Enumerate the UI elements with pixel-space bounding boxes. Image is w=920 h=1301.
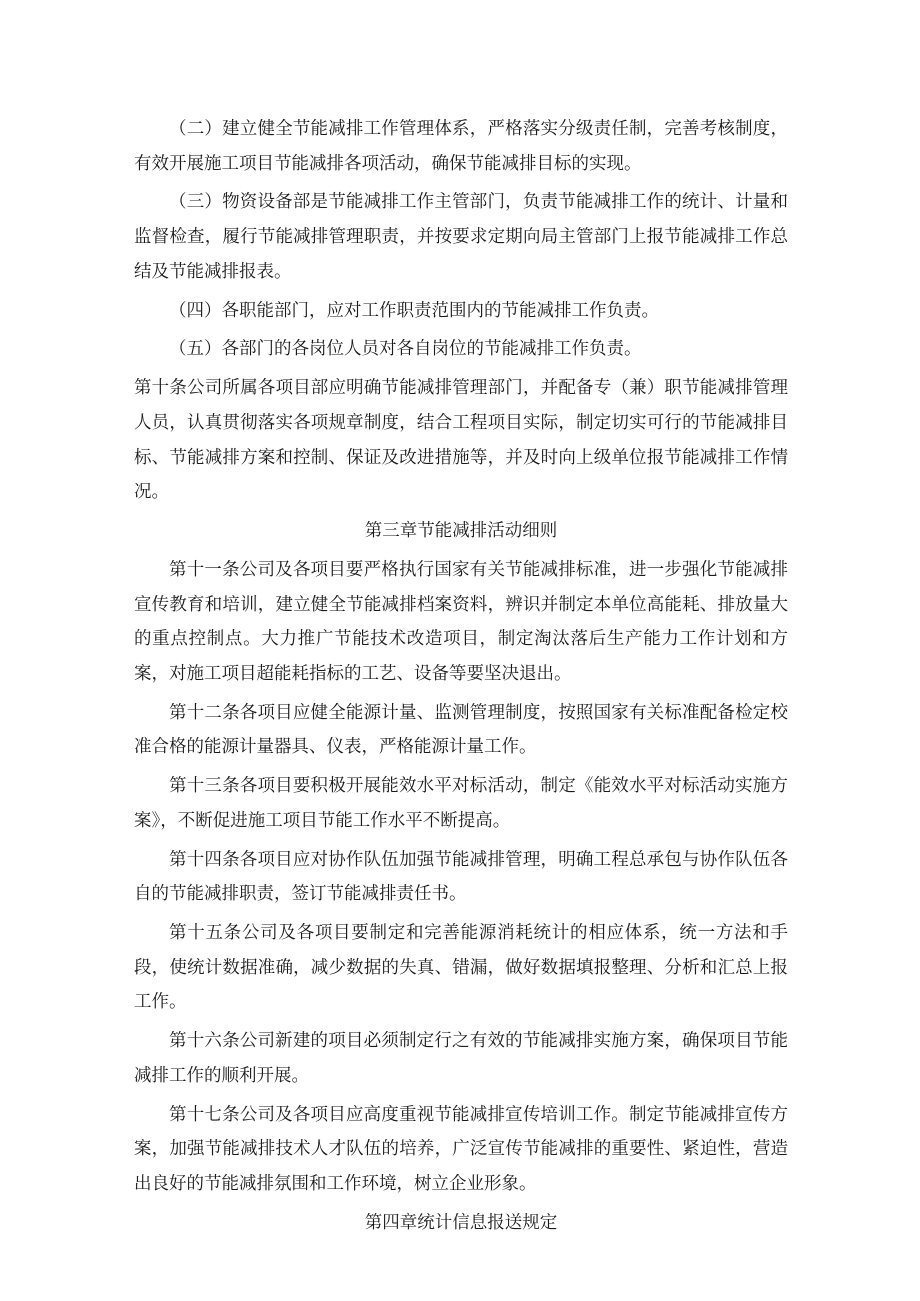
chapter-3-title: 第三章节能减排活动细则 [364,521,558,542]
paragraph-item-5: （五）各部门的各岗位人员对各自岗位的节能减排工作负责。 [169,339,642,360]
paragraph-item-3: （三）物资设备部是节能减排工作主管部门，负责节能减排工作的统计、计量和监督检查，履行节能减排管理职责，并按要求定期向局主管部门上报节能减排工作总结及节能减排报表。 [134,192,788,282]
article-15-paragraph: 第十五条公司及各项目要制定和完善能源消耗统计的相应体系，统一方法和手段，使统计数据准确，减少数据的失真、错漏，做好数据填报整理、分析和汇总上报工作。 [134,923,788,1013]
article-11-paragraph: 第十一条公司及各项目要严格执行国家有关节能减排标准，进一步强化节能减排宣传教育和培训，建立健全节能减排档案资料，辨识并制定本单位高能耗、排放量大的重点控制点。大力推广节能技术改造项目，制定淘汰落后生产能力工作计划和方案，对施工项目超能耗指标的工艺、设备等要坚决退出。 [134,559,788,684]
article-14-paragraph: 第十四条各项目应对协作队伍加强节能减排管理，明确工程总承包与协作队伍各自的节能减排职责，签订节能减排责任书。 [134,849,788,905]
article-10-paragraph: 第十条公司所属各项目部应明确节能减排管理部门，并配备专（兼）职节能减排管理人员，认真贯彻落实各项规章制度，结合工程项目实际，制定切实可行的节能减排目标、节能减排方案和控制、保证及改进措施等，并及时向上级单位报节能减排工作情况。 [134,378,788,503]
article-12-paragraph: 第十二条各项目应健全能源计量、监测管理制度，按照国家有关标准配备检定校准合格的能源计量器具、仪表，严格能源计量工作。 [134,702,788,758]
paragraph-item-4: （四）各职能部门，应对工作职责范围内的节能减排工作负责。 [169,300,659,321]
article-16-paragraph: 第十六条公司新建的项目必须制定行之有效的节能减排实施方案，确保项目节能减排工作的顺利开展。 [134,1031,788,1086]
chapter-4-title: 第四章统计信息报送规定 [364,1212,558,1233]
document-body [134,112,788,1245]
article-17-paragraph: 第十七条公司及各项目应高度重视节能减排宣传培训工作。制定节能减排宣传方案，加强节能减排技术人才队伍的培养，广泛宣传节能减排的重要性、紧迫性，营造出良好的节能减排氛围和工作环境，树立企业形象。 [134,1104,788,1194]
article-13-paragraph: 第十三条各项目要积极开展能效水平对标活动，制定《能效水平对标活动实施方案》，不断促进施工项目节能工作水平不断提高。 [134,776,788,831]
paragraph-item-2: （二）建立健全节能减排工作管理体系，严格落实分级责任制，完善考核制度，有效开展施工项目节能减排各项活动，确保节能减排目标的实现。 [134,119,788,174]
